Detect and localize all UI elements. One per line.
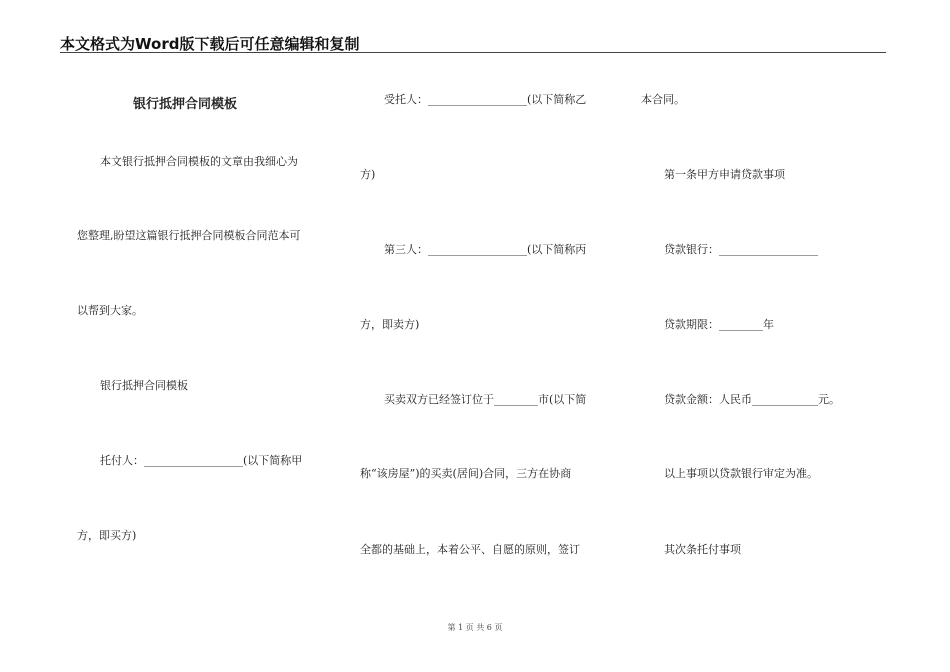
col1-line-4: 银行抵押合同模板 — [100, 379, 188, 392]
document-title: 银行抵押合同模板 — [133, 97, 238, 112]
col1-line-5: 托付人：__________________(以下简称甲 — [100, 454, 303, 467]
col3-line-3: 贷款银行：__________________ — [664, 243, 818, 256]
col3-line-2: 第一条甲方申请贷款事项 — [664, 168, 785, 181]
col3-line-1: 本合同。 — [641, 93, 685, 106]
col1-line-3: 以帮到大家。 — [77, 304, 143, 317]
col3-line-5: 贷款金额：人民币____________元。 — [664, 393, 840, 406]
col1-line-1: 本文银行抵押合同模板的文章由我细心为 — [100, 155, 298, 168]
col3-line-4: 贷款期限：________年 — [664, 318, 774, 331]
col2-line-2: 方) — [360, 168, 376, 181]
col2-line-6: 称“该房屋”)的买卖(居间)合同，三方在协商 — [360, 467, 572, 480]
header-title: 本文格式为Word版下载后可任意编辑和复制 — [60, 35, 360, 53]
col2-line-5: 买卖双方已经签订位于________市(以下简 — [384, 393, 587, 406]
col2-line-7: 全都的基础上，本着公平、自愿的原则，签订 — [360, 543, 580, 556]
col1-line-6: 方，即买方) — [77, 529, 137, 542]
col3-line-7: 其次条托付事项 — [664, 543, 741, 556]
col3-line-6: 以上事项以贷款银行审定为准。 — [664, 467, 818, 480]
col2-line-1: 受托人：__________________(以下简称乙 — [384, 93, 587, 106]
col1-line-2: 您整理,盼望这篇银行抵押合同模板合同范本可 — [77, 229, 301, 242]
page-footer: 第 1 页 共 6 页 — [447, 623, 503, 632]
col2-line-4: 方，即卖方) — [360, 318, 420, 331]
header-divider — [60, 52, 886, 53]
col2-line-3: 第三人：__________________(以下简称丙 — [384, 243, 587, 256]
